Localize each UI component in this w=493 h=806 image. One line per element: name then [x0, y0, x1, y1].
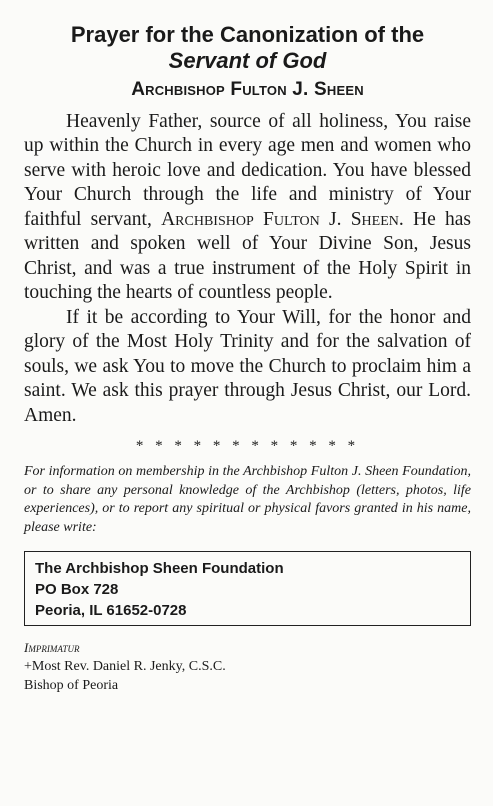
prayer-paragraph-1: [24, 110, 471, 306]
star-divider: * * * * * * * * * * * *: [135, 438, 360, 455]
prayer-title: [24, 22, 471, 102]
title-line-1: Prayer for the Canonization of the: [70, 22, 425, 47]
foundation-info-text: For information on membership in the Archbishop Fulton J. Sheen Foundation, or to share any personal knowledge of the Archbishop (letters, photos, life experiences), or to report any spiritual or physical favors granted in his name, please write:: [24, 464, 471, 535]
mailing-address-box: [24, 551, 471, 626]
imprimatur-bishop-title: Bishop of Peoria: [24, 678, 119, 694]
prayer-paragraph-2: If it be according to Your Will, for the honor and glory of the Most Holy Trinity and for the salvation of souls, we ask You to move the Church to proclaim him a saint. We ask this prayer through Jesus Christ, our Lord. Amen.: [24, 306, 471, 426]
imprimatur-label: Imprimatur: [24, 640, 80, 656]
address-line-2: PO Box 728: [35, 581, 119, 599]
title-line-3: Archbishop Fulton J. Sheen: [131, 78, 364, 100]
prayer-paragraph-1-name: Archbishop Fulton J. Sheen: [161, 208, 399, 230]
address-line-3: Peoria, IL 61652-0728: [35, 602, 187, 620]
imprimatur-bishop-name: +Most Rev. Daniel R. Jenky, C.S.C.: [24, 659, 226, 675]
title-line-2: Servant of God: [168, 48, 327, 74]
imprimatur-block: [24, 638, 471, 695]
prayer-paragraph-1-part-2: . He has written and spoken well of Your Divine Son, Jesus Christ, and was a true instrument of the Holy Spirit in touching the hearts of countless people.: [24, 208, 471, 304]
prayer-text: [24, 110, 471, 429]
prayer-paragraph-1-part-1: Heavenly Father, source of all holiness, You raise up within the Church in every age men and women who serve with heroic love and dedication. You have blessed Your Church through the life and ministry of Your faithful servant,: [24, 110, 471, 230]
address-line-1: The Archbishop Sheen Foundation: [35, 560, 284, 578]
